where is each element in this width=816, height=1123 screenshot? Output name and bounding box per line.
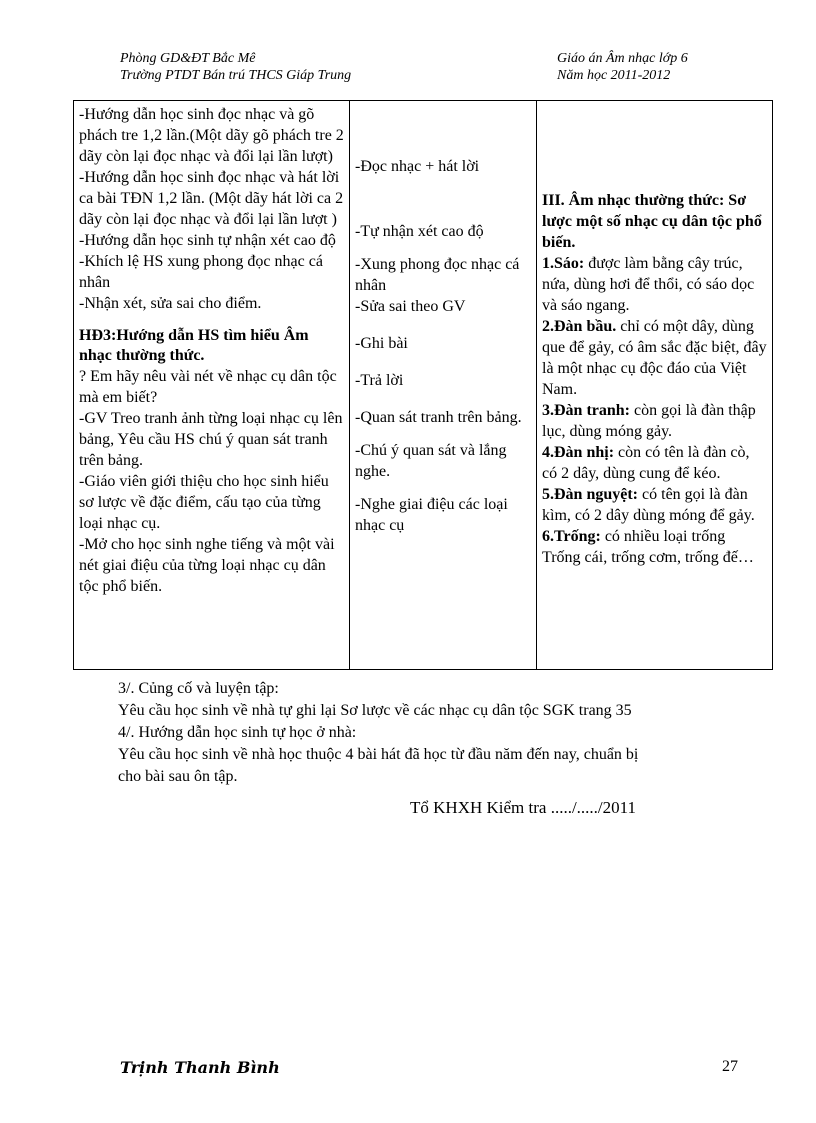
- lesson-table: [73, 100, 773, 670]
- student-step: -Đọc nhạc + hát lời: [355, 158, 480, 175]
- instrument-desc: còn gọi là đàn thập lục, dùng móng gảy.: [542, 402, 756, 440]
- instrument-desc: chỉ có một dây, dùng que để gảy, có âm sắc đặc biệt, đây là một nhạc cụ độc đáo của Việt Nam.: [542, 318, 767, 398]
- instrument-desc: có nhiều loại trống Trống cái, trống cơm, trống đế…: [542, 528, 754, 566]
- student-step: -Sửa sai theo GV: [355, 298, 466, 315]
- instrument-item: [542, 316, 767, 400]
- school-department: Phòng GD&ĐT Bắc Mê: [120, 51, 256, 66]
- teacher-step: ? Em hãy nêu vài nét về nhạc cụ dân tộc mà em biết?: [79, 368, 337, 406]
- post-table-section: [118, 678, 758, 788]
- teacher-step: -GV Treo tranh ảnh từng loại nhạc cụ lên bảng, Yêu cầu HS chú ý quan sát tranh trên bảng.: [79, 410, 343, 469]
- instrument-desc: có tên gọi là đàn kìm, có 2 dây dùng móng để gảy.: [542, 486, 755, 524]
- inspection-line: Tổ KHXH Kiểm tra ...../...../2011: [410, 798, 637, 817]
- table-row: [74, 101, 773, 670]
- teacher-step: -Giáo viên giới thiệu cho học sinh hiểu sơ lược về đặc điểm, cấu tạo của từng loại nhạc cụ.: [79, 473, 329, 532]
- instrument-name: 4.Đàn nhị:: [542, 444, 615, 461]
- content-title: III. Âm nhạc thường thức: Sơ lược một số nhạc cụ dân tộc phổ biến.: [542, 192, 762, 251]
- teacher-step: -Hướng dẫn học sinh đọc nhạc và hát lời ca bài TĐN 1,2 lần. (Một dãy hát lời ca 2 dãy còn lại đọc nhạc và đổi lại lần lượt ): [79, 169, 344, 228]
- student-step: -Ghi bài: [355, 335, 408, 352]
- teacher-step: -Khích lệ HS xung phong đọc nhạc cá nhân: [79, 253, 323, 291]
- teacher-step: -Hướng dẫn học sinh đọc nhạc và gõ phách tre 1,2 lần.(Một dãy gõ phách tre 2 dãy còn lại đọc nhạc và đổi lại lần lượt): [79, 106, 344, 165]
- header-left: [120, 50, 420, 84]
- instrument-item: [542, 400, 767, 442]
- teacher-step: -Mở cho học sinh nghe tiếng và một vài nét giai điệu của từng loại nhạc cụ dân tộc phổ biến.: [79, 536, 335, 595]
- instrument-item: [542, 526, 767, 568]
- lesson-plan-title: Giáo án Âm nhạc lớp 6: [557, 51, 688, 66]
- author-signature: Trịnh Thanh Bình: [120, 1058, 280, 1077]
- instrument-item: [542, 253, 767, 316]
- instrument-item: [542, 484, 767, 526]
- school-name: Trường PTDT Bán trú THCS Giáp Trung: [120, 68, 352, 83]
- teacher-step: -Nhận xét, sửa sai cho điểm.: [79, 295, 262, 312]
- homework-task: Yêu cầu học sinh về nhà học thuộc 4 bài hát đã học từ đầu năm đến nay, chuẩn bị: [118, 746, 639, 763]
- teacher-activity-cell: [74, 101, 350, 670]
- consolidation-task: Yêu cầu học sinh về nhà tự ghi lại Sơ lược về các nhạc cụ dân tộc SGK trang 35: [118, 702, 632, 719]
- student-activity-cell: [350, 101, 537, 670]
- instrument-desc: được làm bằng cây trúc, nứa, dùng hơi để thổi, có sáo dọc và sáo ngang.: [542, 255, 755, 314]
- header-right: [557, 50, 777, 84]
- student-step: -Trả lời: [355, 372, 404, 389]
- content-cell: [537, 101, 773, 670]
- instrument-name: 5.Đàn nguyệt:: [542, 486, 639, 503]
- instrument-item: [542, 442, 767, 484]
- student-step: -Nghe giai điệu các loại nhạc cụ: [355, 496, 508, 534]
- student-step: -Xung phong đọc nhạc cá nhân: [355, 256, 520, 294]
- instrument-name: 6.Trống:: [542, 528, 601, 545]
- teacher-step: -Hướng dẫn học sinh tự nhận xét cao độ: [79, 232, 336, 249]
- page-number: 27: [722, 1058, 738, 1075]
- student-step: -Chú ý quan sát và lắng nghe.: [355, 442, 507, 480]
- instrument-name: 3.Đàn tranh:: [542, 402, 631, 419]
- activity-3-title: HĐ3:Hướng dẫn HS tìm hiểu Âm nhạc thường thức.: [79, 327, 309, 364]
- section-heading-homework: 4/. Hướng dẫn học sinh tự học ở nhà:: [118, 724, 357, 741]
- school-year: Năm học 2011-2012: [557, 68, 671, 83]
- student-step: -Tự nhận xét cao độ: [355, 223, 484, 240]
- section-heading-consolidation: 3/. Củng cố và luyện tập:: [118, 680, 279, 697]
- instrument-name: 1.Sáo:: [542, 255, 585, 272]
- instrument-name: 2.Đàn bầu.: [542, 318, 617, 335]
- homework-task-continued: cho bài sau ôn tập.: [118, 768, 238, 785]
- instrument-desc: còn có tên là đàn cò, có 2 dây, dùng cung để kéo.: [542, 444, 750, 482]
- student-step: -Quan sát tranh trên bảng.: [355, 409, 522, 426]
